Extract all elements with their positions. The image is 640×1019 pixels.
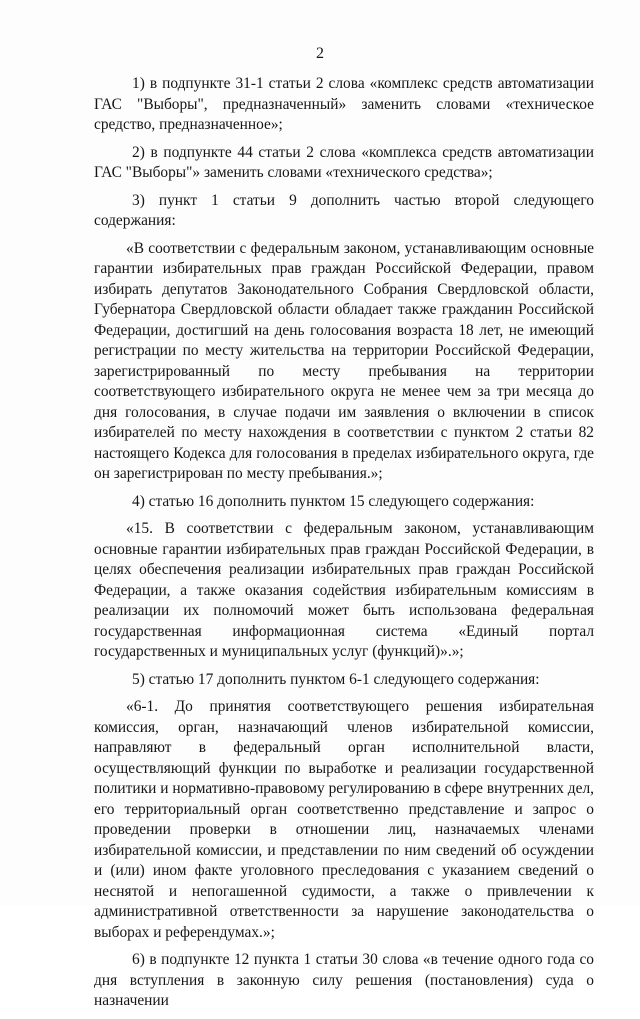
paragraph-quote-article-16: «15. В соответствии с федеральным законом, устанавливающим основные гарантии избирательных прав граждан Российской Федерации, в целях обеспечения реализации избирательных прав граждан Российской Федерации, а также оказания содействия избирательным комиссиям в реализации их полномочий может быть использована федеральная государственная информационная система «Единый портал государственных и муниципальных услуг (функций)».»;: [94, 520, 594, 660]
paragraph-item-1: 1) в подпункте 31-1 статьи 2 слова «комплекс средств автоматизации ГАС "Выборы", предназначенный» заменить словами «техническое средство, предназначенное»;: [94, 75, 594, 133]
paragraph-item-6: 6) в подпункте 12 пункта 1 статьи 30 слова «в течение одного года со дня вступления в законную силу решения (постановления) суда о назначении: [94, 951, 594, 1009]
paragraph-item-5: 5) статью 17 дополнить пунктом 6-1 следующего содержания:: [132, 670, 540, 688]
paragraph-quote-article-9: «В соответствии с федеральным законом, устанавливающим основные гарантии избирательных прав граждан Российской Федерации, правом избирать депутатов Законодательного Собрания Свердловской области, Губернатора Свердловской области обладает также гражданин Российской Федерации, достигший на день голосования возраста 18 лет, не имеющий регистрации по месту жительства на территории Российской Федерации, зарегистрированный по месту пребывания на территории соответствующего избирательного округа не менее чем за три месяца до дня голосования, в случае подачи им заявления о включении в список избирателей по месту нахождения в соответствии с пунктом 2 статьи 82 настоящего Кодекса для голосования в пределах избирательного округа, где он зарегистрирован по месту пребывания.»;: [94, 239, 594, 482]
paragraph-quote-article-17: «6-1. До принятия соответствующего решения избирательная комиссия, орган, назначающий членов избирательной комиссии, направляют в федеральный орган исполнительной власти, осуществляющий функции по выработке и реализации государственной политики и нормативно-правовому регулированию в сфере внутренних дел, его территориальный орган соответственно представление и запрос о проведении проверки в отношении лиц, назначаемых членами избирательной комиссии, и представлении по ним сведений об осуждении и (или) ином факте уголовного преследования с указанием сведений о неснятой и непогашенной судимости, а также о привлечении к административной ответственности за нарушение законодательства о выборах и референдумах.»;: [94, 698, 594, 941]
paragraph-item-2: 2) в подпункте 44 статьи 2 слова «комплекса средств автоматизации ГАС "Выборы"» заменить словами «технического средства»;: [94, 143, 594, 181]
page-number: 2: [316, 45, 324, 62]
document-body: [94, 74, 594, 1019]
paragraph-item-3: 3) пункт 1 статьи 9 дополнить частью второй следующего содержания:: [94, 191, 594, 229]
paragraph-item-4: 4) статью 16 дополнить пунктом 15 следующего содержания:: [132, 492, 535, 510]
